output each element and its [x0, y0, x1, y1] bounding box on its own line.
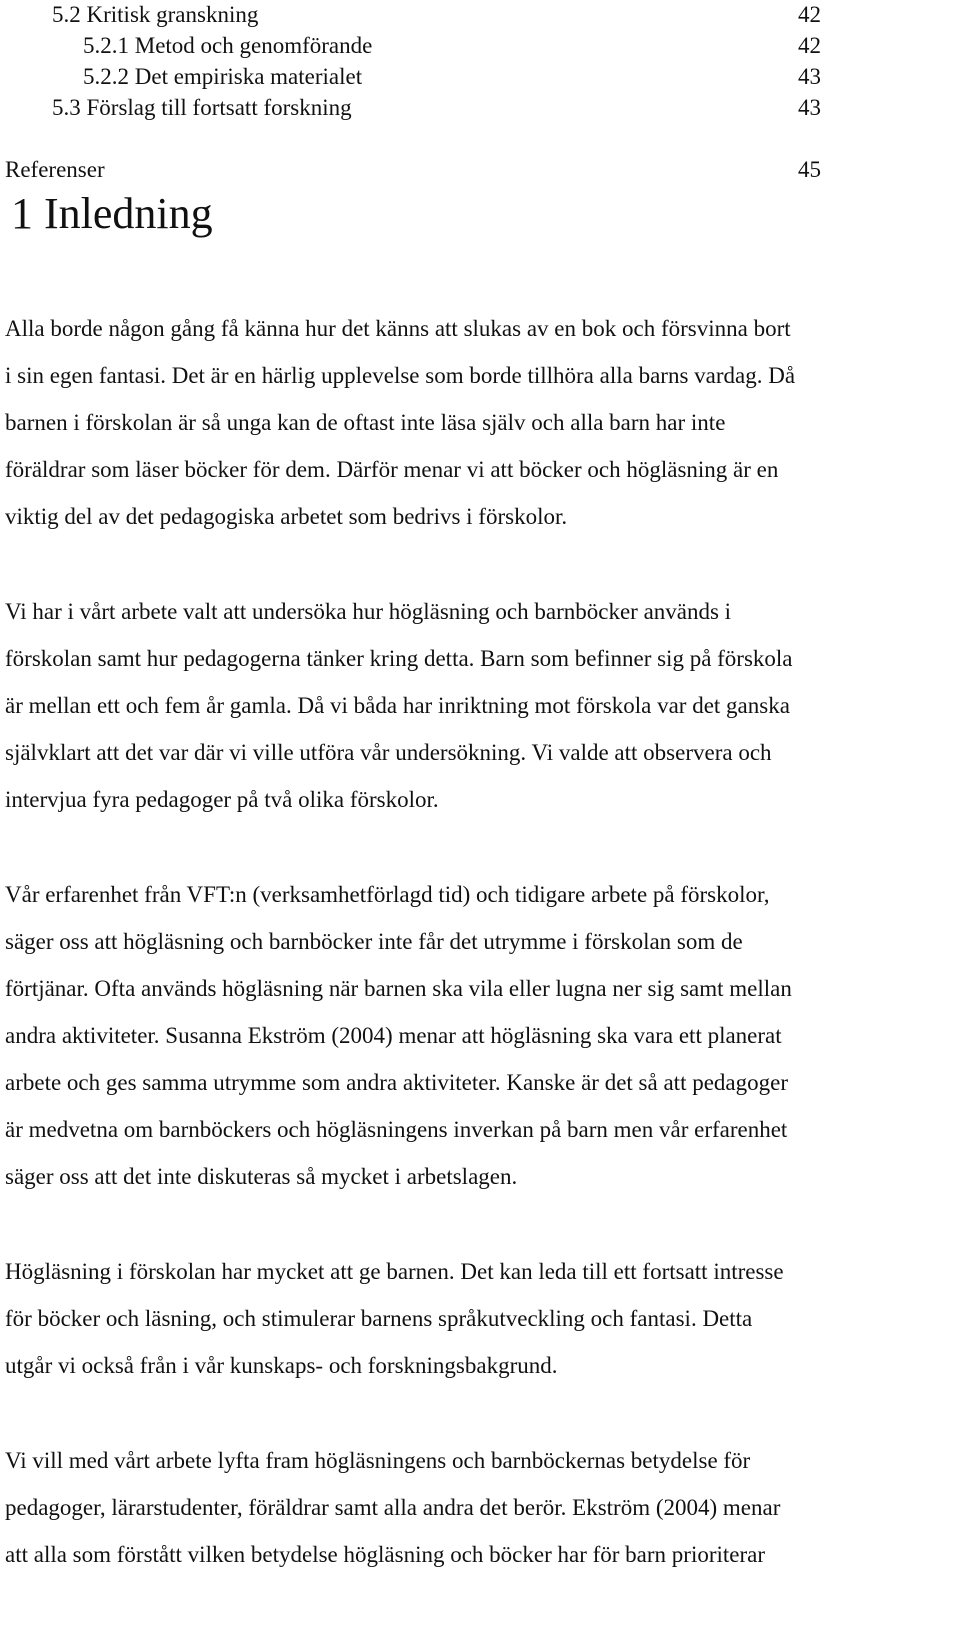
- toc-entry-label: 5.2.2 Det empiriska materialet: [83, 64, 363, 89]
- toc-entry: [0, 93, 960, 123]
- toc-entry-label: 5.2 Kritisk granskning: [52, 2, 259, 27]
- body-text: [5, 305, 955, 1626]
- toc-entry-page: 42: [798, 2, 821, 27]
- paragraph: Vi vill med vårt arbete lyfta fram högläsningens och barnböckernas betydelse för pedagoger, lärarstudenter, föräldrar samt alla andra det berör. Ekström (2004) menar att alla som förstått vilken betydelse högläsning och böcker har för barn prioriterar: [5, 1448, 781, 1567]
- toc-entry: [0, 0, 960, 30]
- toc-entry: [0, 155, 960, 185]
- section-heading: 1 Inledning: [11, 189, 213, 238]
- toc-entry-page: 45: [798, 157, 821, 182]
- paragraph: Vi har i vårt arbete valt att undersöka hur högläsning och barnböcker används i förskolan samt hur pedagogerna tänker kring detta. Barn som befinner sig på förskola är mellan ett och fem år gamla. Då vi båda har inriktning mot förskola var det ganska självklart att det var där vi ville utföra vår undersökning. Vi valde att observera och intervjua fyra pedagoger på två olika förskolor.: [5, 599, 793, 812]
- toc-entry-label: Referenser: [5, 157, 105, 182]
- toc-entry-label: 5.3 Förslag till fortsatt forskning: [52, 95, 352, 120]
- toc-entry: [0, 31, 960, 61]
- toc-entry-page: 43: [798, 95, 821, 120]
- toc-entry-label: 5.2.1 Metod och genomförande: [83, 33, 373, 58]
- toc-entry: [0, 62, 960, 92]
- paragraph: Högläsning i förskolan har mycket att ge barnen. Det kan leda till ett fortsatt intresse för böcker och läsning, och stimulerar barnens språkutveckling och fantasi. Detta utgår vi också från i vår kunskaps- och forskningsbakgrund.: [5, 1259, 784, 1378]
- toc-entry-page: 43: [798, 64, 821, 89]
- paragraph: Alla borde någon gång få känna hur det känns att slukas av en bok och försvinna bort i sin egen fantasi. Det är en härlig upplevelse som borde tillhöra alla barns vardag. Då barnen i förskolan är så unga kan de oftast inte läsa själv och alla barn har inte föräldrar som läser böcker för dem. Därför menar vi att böcker och högläsning är en viktig del av det pedagogiska arbetet som bedrivs i förskolor.: [5, 316, 796, 529]
- toc-entry-page: 42: [798, 33, 821, 58]
- paragraph: Vår erfarenhet från VFT:n (verksamhetförlagd tid) och tidigare arbete på förskolor, säger oss att högläsning och barnböcker inte får det utrymme i förskolan som de förtjänar. Ofta används högläsning när barnen ska vila eller lugna ner sig samt mellan andra aktiviteter. Susanna Ekström (2004) menar att högläsning ska vara ett planerat arbete och ges samma utrymme som andra aktiviteter. Kanske är det så att pedagoger är medvetna om barnböckers och högläsningens inverkan på barn men vår erfarenhet säger oss att det inte diskuteras så mycket i arbetslagen.: [5, 882, 792, 1189]
